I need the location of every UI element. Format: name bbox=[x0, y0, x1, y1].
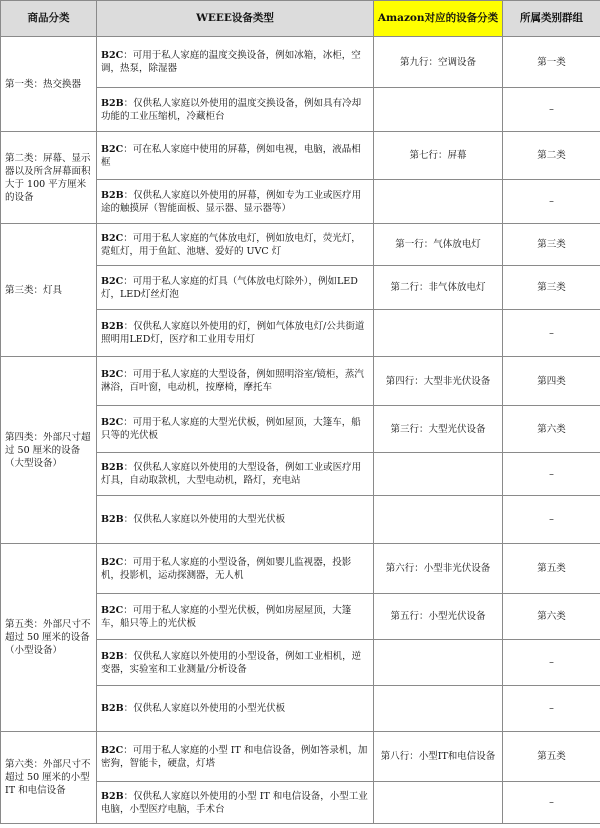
group-cell: – bbox=[503, 310, 600, 357]
weee-type-cell bbox=[97, 686, 374, 732]
weee-type-cell bbox=[97, 37, 374, 88]
market-code: B2B bbox=[101, 321, 124, 332]
weee-type-cell bbox=[97, 453, 374, 496]
market-code: B2C bbox=[101, 50, 124, 61]
group-cell: 第四类 bbox=[503, 357, 600, 406]
weee-type-cell bbox=[97, 406, 374, 453]
product-category-cell: 第五类：外部尺寸不超过 50 厘米的设备（小型设备） bbox=[1, 544, 97, 732]
weee-type-description: ：可用于私人家庭的温度交换设备，例如冰箱，冰柜，空调，热泵，除湿器 bbox=[101, 50, 361, 74]
amazon-category-cell bbox=[374, 496, 503, 544]
group-cell: – bbox=[503, 88, 600, 132]
weee-type-description: ：可用于私人家庭的小型光伏板，例如房屋屋顶，大篷车，船只等上的光伏板 bbox=[101, 604, 352, 629]
weee-type-description: ：仅供私人家庭以外使用的屏幕，例如专为工业或医疗用途的触摸屏（智能面板、显示器、显示器等） bbox=[101, 189, 362, 214]
amazon-category-cell bbox=[374, 180, 503, 224]
amazon-category-cell: 第四行：大型非光伏设备 bbox=[374, 357, 503, 406]
amazon-category-cell bbox=[374, 640, 503, 686]
weee-type-cell bbox=[97, 496, 374, 544]
weee-type-cell bbox=[97, 88, 374, 132]
weee-type-cell bbox=[97, 594, 374, 640]
market-code: B2B bbox=[101, 514, 124, 525]
group-cell: 第六类 bbox=[503, 406, 600, 453]
group-cell: 第五类 bbox=[503, 544, 600, 594]
weee-type-description: ：可用于私人家庭的小型设备，例如婴儿监视器，投影机，投影机，运动探测器，无人机 bbox=[101, 556, 352, 581]
market-code: B2B bbox=[101, 703, 124, 714]
market-code: B2C bbox=[101, 143, 124, 155]
weee-type-description: ：可在私人家庭中使用的屏幕，例如电视，电脑，液晶相框 bbox=[101, 143, 361, 168]
table-row bbox=[1, 224, 600, 266]
group-cell: – bbox=[503, 686, 600, 732]
market-code: B2C bbox=[101, 369, 124, 380]
market-code: B2C bbox=[101, 604, 124, 616]
table-row bbox=[1, 37, 600, 88]
weee-type-cell bbox=[97, 224, 374, 266]
table-row bbox=[1, 357, 600, 406]
amazon-category-cell bbox=[374, 686, 503, 732]
market-code: B2C bbox=[101, 275, 124, 287]
amazon-category-cell: 第七行：屏幕 bbox=[374, 132, 503, 180]
header-category: 商品分类 bbox=[1, 1, 97, 37]
amazon-category-cell: 第五行：小型光伏设备 bbox=[374, 594, 503, 640]
weee-type-description: ：仅供私人家庭以外使用的灯，例如气体放电灯/公共街道照明用LED灯，医疗和工业用专用灯 bbox=[101, 321, 365, 345]
group-cell: – bbox=[503, 453, 600, 496]
weee-type-description: ：仅供私人家庭以外使用的大型光伏板 bbox=[123, 514, 286, 525]
weee-type-cell bbox=[97, 357, 374, 406]
group-cell: 第五类 bbox=[503, 732, 600, 782]
weee-type-description: ：可用于私人家庭的大型设备，例如照明浴室/镜柜，蒸汽淋浴，百叶窗，电动机，按摩椅，摩托车 bbox=[101, 369, 364, 393]
weee-type-cell bbox=[97, 732, 374, 782]
weee-type-description: ：可用于私人家庭的灯具（气体放电灯除外），例如LED灯，LED灯丝灯泡 bbox=[101, 275, 358, 300]
market-code: B2B bbox=[101, 462, 124, 473]
weee-type-cell bbox=[97, 782, 374, 824]
header-amazon-category: Amazon对应的设备分类 bbox=[374, 1, 503, 37]
market-code: B2B bbox=[101, 189, 124, 201]
weee-type-cell bbox=[97, 132, 374, 180]
weee-type-cell bbox=[97, 640, 374, 686]
header-group: 所属类别群组 bbox=[503, 1, 600, 37]
amazon-category-cell: 第三行：大型光伏设备 bbox=[374, 406, 503, 453]
weee-type-description: ：仅供私人家庭以外使用的小型 IT 和电信设备，小型工业电脑，小型医疗电脑，手术台 bbox=[101, 790, 368, 815]
weee-type-description: ：可用于私人家庭的大型光伏板，例如屋顶，大篷车，船只等的光伏板 bbox=[101, 417, 361, 441]
header-weee-type: WEEE设备类型 bbox=[97, 1, 374, 37]
group-cell: – bbox=[503, 782, 600, 824]
weee-type-description: ：仅供私人家庭以外使用的大型设备，例如工业或医疗用灯具，自动取款机，大型电动机，路灯，充电站 bbox=[101, 462, 362, 486]
market-code: B2B bbox=[101, 97, 124, 109]
amazon-category-cell: 第一行：气体放电灯 bbox=[374, 224, 503, 266]
group-cell: 第三类 bbox=[503, 266, 600, 310]
amazon-category-cell bbox=[374, 782, 503, 824]
product-category-cell: 第三类：灯具 bbox=[1, 224, 97, 357]
product-category-cell: 第一类：热交换器 bbox=[1, 37, 97, 132]
group-cell: 第三类 bbox=[503, 224, 600, 266]
table-row bbox=[1, 544, 600, 594]
product-category-cell: 第四类：外部尺寸超过 50 厘米的设备（大型设备） bbox=[1, 357, 97, 544]
amazon-category-cell: 第九行：空调设备 bbox=[374, 37, 503, 88]
group-cell: 第六类 bbox=[503, 594, 600, 640]
market-code: B2B bbox=[101, 650, 124, 662]
table-body bbox=[1, 37, 600, 824]
group-cell: – bbox=[503, 640, 600, 686]
weee-type-cell bbox=[97, 180, 374, 224]
weee-type-description: ：仅供私人家庭以外使用的小型设备，例如工业相机，逆变器，实验室和工业测量/分析设备 bbox=[101, 650, 362, 675]
product-category-cell: 第二类：屏幕、显示器以及所含屏幕面积大于 100 平方厘米的设备 bbox=[1, 132, 97, 224]
group-cell: 第二类 bbox=[503, 132, 600, 180]
group-cell: 第一类 bbox=[503, 37, 600, 88]
group-cell: – bbox=[503, 180, 600, 224]
group-cell: – bbox=[503, 496, 600, 544]
weee-type-cell bbox=[97, 544, 374, 594]
header-row bbox=[1, 1, 600, 37]
table-row bbox=[1, 132, 600, 180]
market-code: B2C bbox=[101, 232, 124, 244]
amazon-category-cell: 第八行：小型IT和电信设备 bbox=[374, 732, 503, 782]
market-code: B2C bbox=[101, 744, 124, 756]
market-code: B2B bbox=[101, 790, 124, 802]
amazon-category-cell: 第六行：小型非光伏设备 bbox=[374, 544, 503, 594]
weee-type-description: ：可用于私人家庭的小型 IT 和电信设备，例如答录机，加密狗，智能卡，硬盘，灯塔 bbox=[101, 744, 368, 769]
weee-type-cell bbox=[97, 266, 374, 310]
product-category-cell: 第六类：外部尺寸不超过 50 厘米的小型 IT 和电信设备 bbox=[1, 732, 97, 824]
market-code: B2C bbox=[101, 556, 124, 568]
amazon-category-cell: 第二行：非气体放电灯 bbox=[374, 266, 503, 310]
weee-type-description: ：仅供私人家庭以外使用的小型光伏板 bbox=[123, 703, 286, 714]
weee-type-cell bbox=[97, 310, 374, 357]
amazon-category-cell bbox=[374, 88, 503, 132]
amazon-category-cell bbox=[374, 310, 503, 357]
market-code: B2C bbox=[101, 417, 124, 428]
table-row bbox=[1, 732, 600, 782]
weee-type-description: ：仅供私人家庭以外使用的温度交换设备，例如具有冷却功能的工业压缩机，冷藏柜台 bbox=[101, 97, 362, 122]
weee-type-description: ：可用于私人家庭的气体放电灯，例如放电灯，荧光灯，霓虹灯，用于鱼缸、池塘、爱好的 UVC 灯 bbox=[101, 232, 361, 257]
amazon-category-cell bbox=[374, 453, 503, 496]
